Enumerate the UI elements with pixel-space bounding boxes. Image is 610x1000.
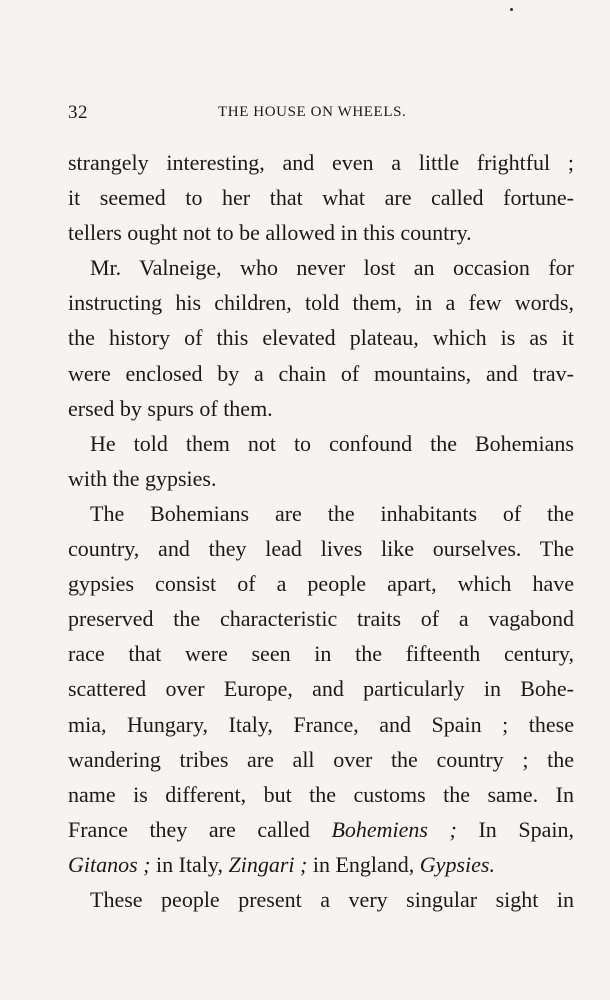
- text-line: preserved the characteristic traits of a vagabond: [68, 606, 574, 632]
- text-line: name is different, but the customs the same. In: [68, 781, 574, 807]
- body-text: [68, 150, 574, 922]
- text-line: country, and they lead lives like ourselves. The: [68, 536, 574, 562]
- text-line: instructing his children, told them, in a few words,: [68, 290, 574, 316]
- italic-term: Bohemiens ;: [331, 816, 457, 842]
- text-line: mia, Hungary, Italy, France, and Spain ; these: [68, 711, 574, 737]
- text-line: the history of this elevated plateau, which is as it: [68, 325, 574, 351]
- text-line: [68, 817, 574, 852]
- paragraph-start-line: These people present a very singular sight in: [90, 886, 574, 912]
- page-header: [68, 102, 574, 126]
- text-line: ersed by spurs of them.: [68, 395, 273, 421]
- text-line: with the gypsies.: [68, 465, 217, 491]
- text-line: scattered over Europe, and particularly in Bohe-: [68, 676, 574, 702]
- italic-term: Gypsies.: [419, 851, 495, 877]
- page-number: 32: [68, 102, 88, 123]
- italic-term: Zingari ;: [228, 851, 308, 877]
- ink-speck: [510, 8, 513, 11]
- text-line: strangely interesting, and even a little frightful ;: [68, 150, 574, 175]
- text-line: tellers ought not to be allowed in this country.: [68, 220, 472, 246]
- text-line: gypsies consist of a people apart, which have: [68, 571, 574, 597]
- italic-term: Gitanos ;: [68, 851, 151, 877]
- paragraph-start-line: The Bohemians are the inhabitants of the: [90, 500, 574, 526]
- text-run: In Spain,: [456, 816, 574, 842]
- text-run: in Italy,: [150, 851, 229, 877]
- text-line: it seemed to her that what are called fortune-: [68, 185, 574, 211]
- text-line: race that were seen in the fifteenth century,: [68, 641, 574, 667]
- text-run: in England,: [307, 851, 420, 877]
- running-head: THE HOUSE ON WHEELS.: [218, 104, 407, 120]
- paragraph-start-line: Mr. Valneige, who never lost an occasion for: [90, 255, 574, 281]
- text-line: were enclosed by a chain of mountains, and trav-: [68, 360, 574, 386]
- paragraph-start-line: He told them not to confound the Bohemians: [90, 430, 574, 456]
- text-line: wandering tribes are all over the country ; the: [68, 746, 574, 772]
- text-run: France they are called: [68, 816, 332, 842]
- text-line: [68, 852, 574, 887]
